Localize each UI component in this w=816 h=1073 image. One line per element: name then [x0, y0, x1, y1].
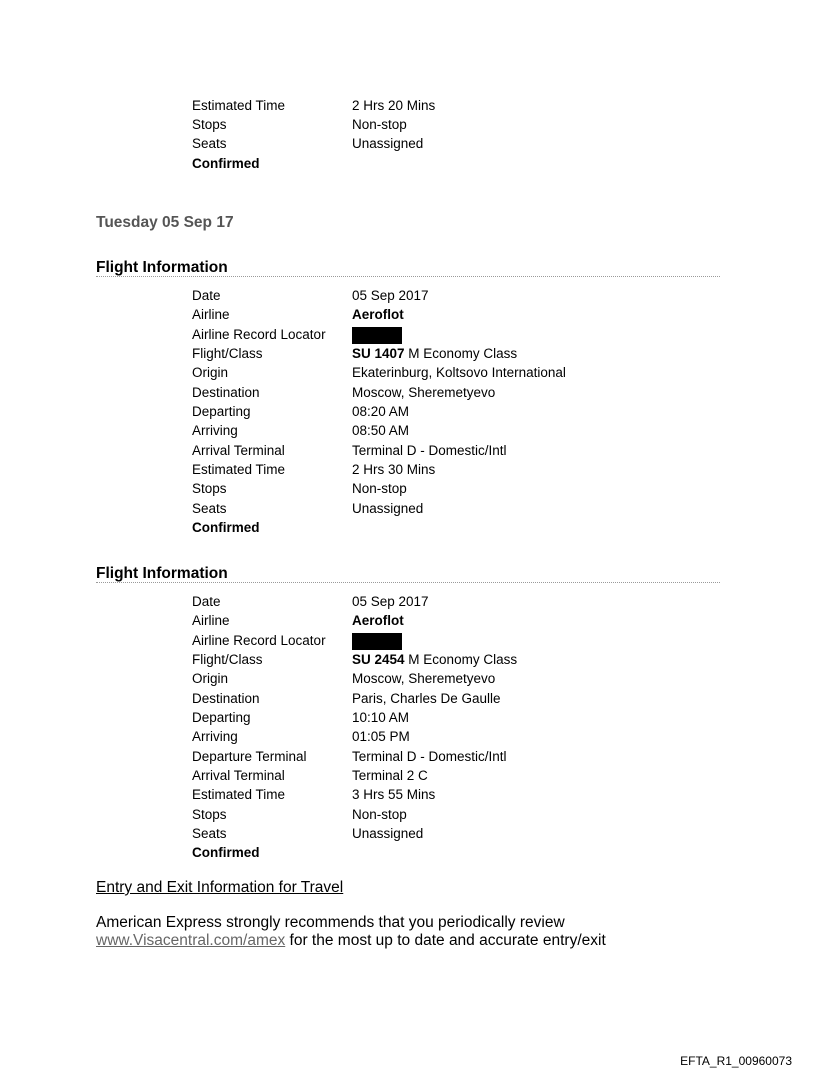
field-label: Stops — [192, 807, 227, 822]
flight-1-date-row — [0, 286, 816, 306]
section-divider — [96, 276, 720, 277]
entry-exit-heading: Entry and Exit Information for Travel — [96, 879, 344, 896]
flight-1-arrival-terminal-row — [0, 441, 816, 461]
arriving-value: 01:05 PM — [352, 729, 410, 744]
entry-exit-text-tail: for the most up to date and accurate entry/exit — [285, 932, 606, 949]
field-label: Estimated Time — [192, 462, 286, 477]
flight-date: 05 Sep 2017 — [352, 288, 429, 303]
field-label: Airline Record Locator — [192, 633, 326, 648]
flight-1-estimated-time-row — [0, 460, 816, 480]
flight-2-origin-row — [0, 669, 816, 689]
field-label: Origin — [192, 671, 229, 686]
flight-1-destination-row — [0, 383, 816, 403]
departing-value: 08:20 AM — [352, 404, 410, 419]
record-locator-value — [352, 631, 402, 651]
entry-exit-text-line-2 — [96, 932, 716, 950]
flight-date: 05 Sep 2017 — [352, 594, 429, 609]
departing-value: 10:10 AM — [352, 710, 410, 725]
section-divider — [96, 582, 720, 583]
field-label: Date — [192, 594, 221, 609]
departure-terminal-value: Terminal D - Domestic/Intl — [352, 749, 507, 764]
stops-value: Non-stop — [352, 481, 407, 496]
field-label: Estimated Time — [192, 787, 286, 802]
flight-2-status: Confirmed — [192, 845, 260, 860]
field-label: Destination — [192, 385, 260, 400]
flight-1-departing-row — [0, 402, 816, 422]
flight-2-airline-row — [0, 611, 816, 631]
flight-2-stops-row — [0, 805, 816, 825]
arrival-terminal-value: Terminal D - Domestic/Intl — [352, 443, 507, 458]
field-label: Date — [192, 288, 221, 303]
entry-exit-paragraph — [96, 914, 716, 950]
prior-stops-row — [0, 115, 816, 135]
flight-2-estimated-time-row — [0, 785, 816, 805]
field-label: Departing — [192, 404, 251, 419]
cabin-class: M Economy Class — [404, 652, 518, 667]
field-label: Arriving — [192, 423, 238, 438]
flight-2-section-title: Flight Information — [96, 565, 228, 582]
stops-value: Non-stop — [352, 807, 407, 822]
flight-number: SU 1407 — [352, 346, 405, 361]
arrival-terminal-value: Terminal 2 C — [352, 768, 428, 783]
estimated-time-value: 3 Hrs 55 Mins — [352, 787, 436, 802]
prior-status: Confirmed — [192, 156, 260, 171]
flight-1-origin-row — [0, 363, 816, 383]
flight-2-arrival-terminal-row — [0, 766, 816, 786]
origin-value: Moscow, Sheremetyevo — [352, 671, 496, 686]
redaction-block — [352, 633, 402, 650]
flight-1-airline-row — [0, 305, 816, 325]
flight-1-flight-class-row — [0, 344, 816, 364]
entry-exit-text-line: American Express strongly recommends that you periodically review — [96, 914, 565, 931]
field-label: Departing — [192, 710, 251, 725]
flight-2-flight-class-row — [0, 650, 816, 670]
visacentral-link[interactable]: www.Visacentral.com/amex — [96, 932, 286, 949]
record-locator-value — [352, 325, 402, 345]
field-value: Unassigned — [352, 136, 424, 151]
field-label: Flight/Class — [192, 346, 263, 361]
redaction-block — [352, 327, 402, 344]
field-label: Airline — [192, 613, 230, 628]
field-value: Non-stop — [352, 117, 407, 132]
airline-name: Aeroflot — [352, 307, 404, 322]
flight-1-section-title: Flight Information — [96, 259, 228, 276]
estimated-time-value: 2 Hrs 30 Mins — [352, 462, 436, 477]
field-label: Destination — [192, 691, 260, 706]
field-label: Stops — [192, 117, 227, 132]
flight-2-arriving-row — [0, 727, 816, 747]
flight-2-destination-row — [0, 689, 816, 709]
field-label: Flight/Class — [192, 652, 263, 667]
flight-2-departure-terminal-row — [0, 747, 816, 767]
destination-value: Moscow, Sheremetyevo — [352, 385, 496, 400]
field-label: Origin — [192, 365, 229, 380]
cabin-class: M Economy Class — [404, 346, 518, 361]
flight-1-status: Confirmed — [192, 520, 260, 535]
prior-seats-row — [0, 134, 816, 154]
field-label: Arrival Terminal — [192, 768, 285, 783]
flight-1-arriving-row — [0, 421, 816, 441]
field-label: Stops — [192, 481, 227, 496]
field-label: Airline Record Locator — [192, 327, 326, 342]
prior-estimated-time-row — [0, 96, 816, 116]
origin-value: Ekaterinburg, Koltsovo International — [352, 365, 566, 380]
flight-2-date-row — [0, 592, 816, 612]
document-id: EFTA_R1_00960073 — [680, 1054, 792, 1068]
field-label: Seats — [192, 501, 227, 516]
arriving-value: 08:50 AM — [352, 423, 410, 438]
field-label: Seats — [192, 826, 227, 841]
field-label: Seats — [192, 136, 227, 151]
seats-value: Unassigned — [352, 501, 424, 516]
flight-1-stops-row — [0, 479, 816, 499]
flight-number: SU 2454 — [352, 652, 405, 667]
field-label: Arrival Terminal — [192, 443, 285, 458]
flight-2-seats-row — [0, 824, 816, 844]
airline-name: Aeroflot — [352, 613, 404, 628]
field-label: Arriving — [192, 729, 238, 744]
destination-value: Paris, Charles De Gaulle — [352, 691, 501, 706]
flight-1-seats-row — [0, 499, 816, 519]
flight-class-value — [352, 650, 517, 670]
flight-1-record-locator-row — [0, 325, 816, 345]
field-value: 2 Hrs 20 Mins — [352, 98, 436, 113]
flight-2-departing-row — [0, 708, 816, 728]
day-heading: Tuesday 05 Sep 17 — [96, 214, 234, 231]
flight-class-value — [352, 344, 517, 364]
field-label: Departure Terminal — [192, 749, 307, 764]
field-label: Estimated Time — [192, 98, 286, 113]
seats-value: Unassigned — [352, 826, 424, 841]
flight-2-record-locator-row — [0, 631, 816, 651]
field-label: Airline — [192, 307, 230, 322]
